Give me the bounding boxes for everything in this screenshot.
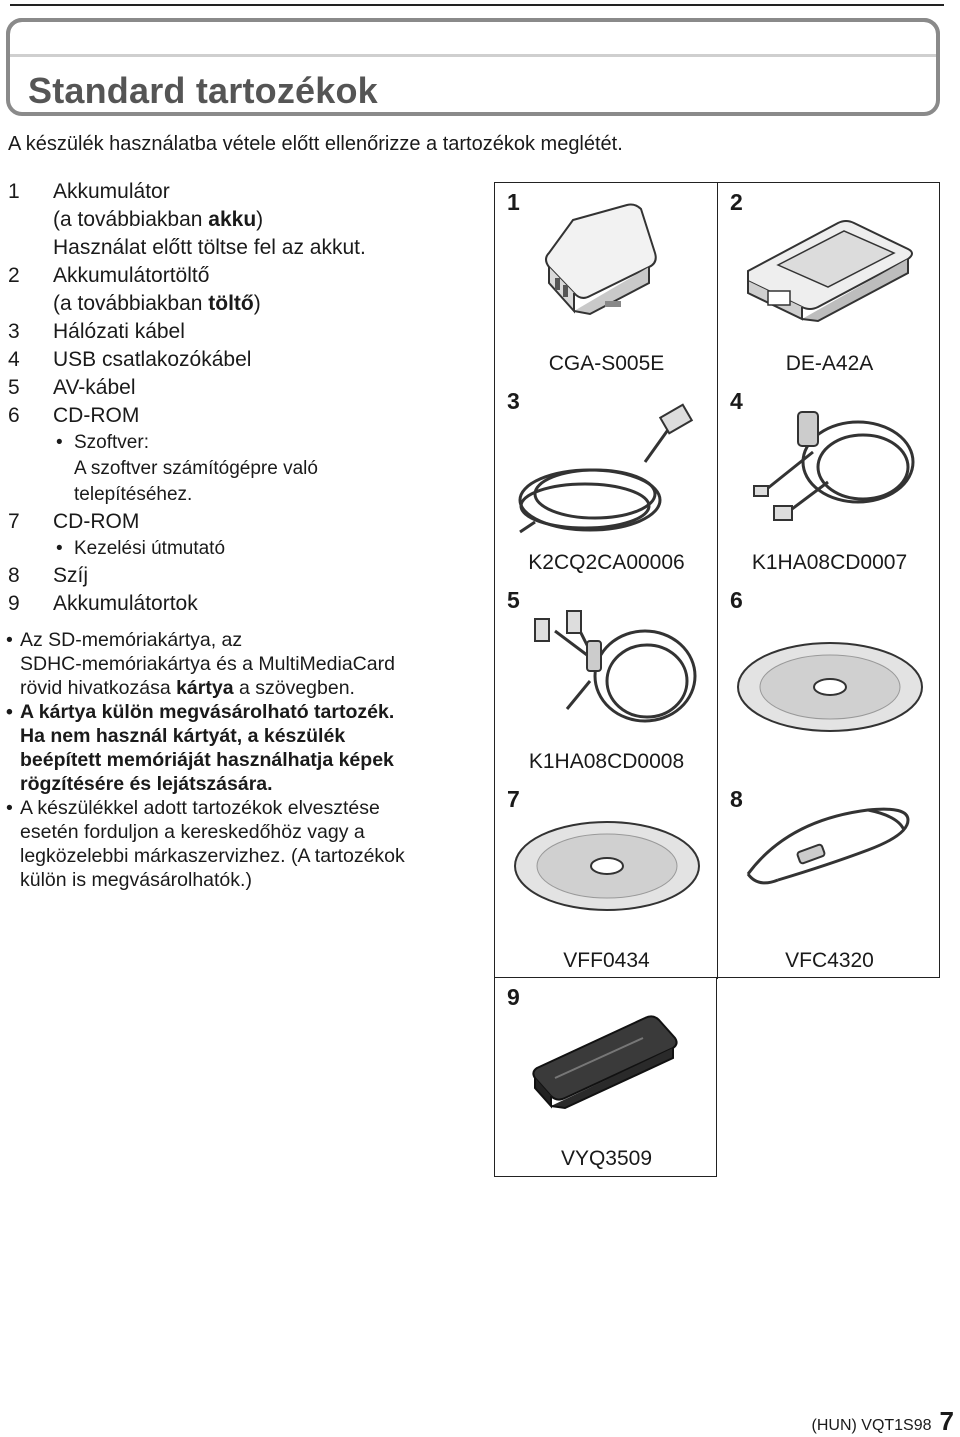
accessory-cell-6: 6: [718, 581, 941, 780]
title-frame: [6, 18, 940, 116]
strap-icon: [718, 780, 941, 955]
accessory-cell-3: 3 K2CQ2CA00006: [495, 382, 718, 581]
top-rule: [10, 4, 944, 6]
battery-case-icon: [495, 978, 718, 1148]
charger-icon: [718, 183, 941, 353]
list-item: 8 Szíj: [8, 564, 89, 587]
accessory-cell-9: 9 VYQ3509: [494, 977, 717, 1177]
page-title: Standard tartozékok: [28, 70, 378, 111]
ac-cable-icon: [495, 382, 718, 557]
list-item: 3 Hálózati kábel: [8, 320, 185, 343]
note-card: • Az SD-memóriakártya, az: [6, 629, 243, 651]
accessory-cell-7: 7 VFF0434: [495, 780, 718, 979]
note-card-purchase: • A kártya külön megvásárolható tartozék.: [6, 701, 395, 723]
accessory-cell-5: 5 K1HA08CD0008: [495, 581, 718, 780]
accessory-cell-8: 8 VFC4320: [718, 780, 941, 979]
accessory-list: [6, 178, 476, 618]
page-number: 7: [939, 1406, 954, 1436]
list-item: 6 CD-ROM • Szoftver: A szoftver számítógépre való telepítéséhez.: [8, 404, 318, 505]
page-footer: [812, 1406, 955, 1437]
battery-icon: [495, 183, 718, 353]
list-item: 4 USB csatlakozókábel: [8, 348, 252, 371]
accessory-grid: [494, 182, 940, 978]
list-item: 1 Akkumulátor (a továbbiakban akku) Használat előtt töltse fel az akkut.: [8, 180, 366, 259]
accessory-cell-1: 1 CGA-S005E: [495, 183, 718, 382]
intro-text: A készülék használatba vétele előtt ellenőrizze a tartozékok meglétét.: [8, 133, 623, 155]
document-reference: (HUN) VQT1S98: [811, 1417, 932, 1434]
accessory-cell-2: 2 DE-A42A: [718, 183, 941, 382]
list-item: 2 Akkumulátortöltő (a továbbiakban töltő): [8, 264, 261, 315]
av-cable-icon: [495, 581, 718, 756]
notes: • Az SD-memóriakártya, az SDHC-memóriakártya és a MultiMediaCard rövid hivatkozása kártya a szövegben. • A kártya külön megvásárolható tartozék. Ha nem használ kártyát, a készülék beépített memóriáját használhatja képek rögzítésére és lejátszására. • A készülékkel adott tartozékok elvesztése esetén forduljon a kereskedőhöz vagy a legközelebbi márkaszervizhez. (A tartozékok külön is megvásárolhatók.): [6, 628, 476, 892]
bullet: •: [56, 538, 63, 559]
list-item: 9 Akkumulátortok: [8, 592, 198, 615]
cd-rom-icon: [495, 780, 718, 955]
list-item: 5 AV-kábel: [8, 376, 136, 399]
note-lost-accessories: • A készülékkel adott tartozékok elvesztése: [6, 797, 380, 819]
usb-cable-icon: [718, 382, 941, 557]
cd-rom-icon: [718, 581, 941, 756]
list-item: 7 CD-ROM • Kezelési útmutató: [6, 508, 476, 562]
bullet: •: [56, 432, 63, 453]
accessory-cell-4: 4 K1HA08CD0007: [718, 382, 941, 581]
